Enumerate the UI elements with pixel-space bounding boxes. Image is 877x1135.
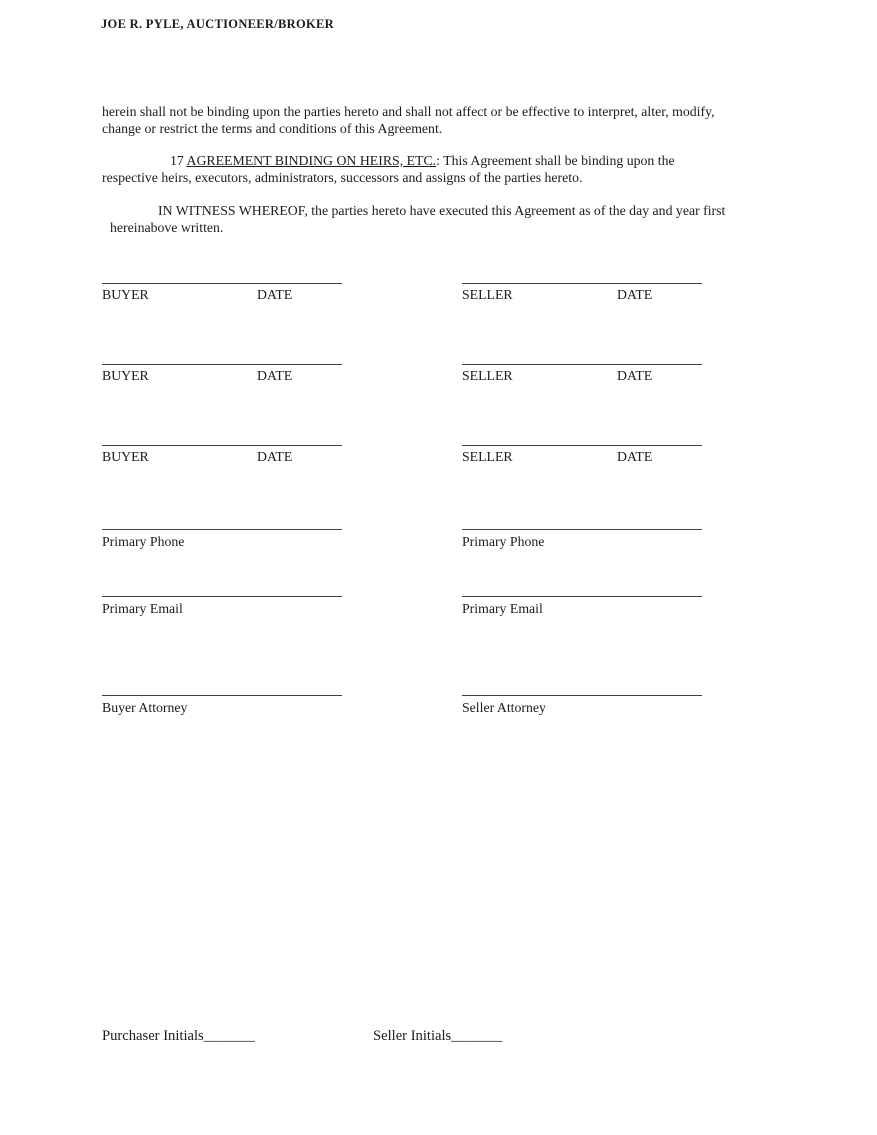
seller-initials [373, 1028, 502, 1045]
paragraph-clause-17 [102, 153, 764, 186]
seller-email-block [462, 596, 702, 617]
paragraph-witness [102, 203, 764, 236]
buyer-label: BUYER [102, 368, 149, 383]
paragraph-line: IN WITNESS WHEREOF, the parties hereto have executed this Agreement as of the day and year first [158, 203, 726, 218]
seller-initials-label: Seller Initials [373, 1028, 452, 1044]
seller-signature-line[interactable] [462, 364, 702, 365]
buyer-signature-line[interactable] [102, 364, 342, 365]
paragraph-line [102, 153, 764, 170]
date-label: DATE [617, 368, 653, 383]
date-label: DATE [257, 287, 293, 302]
buyer-attorney-block [102, 695, 342, 716]
buyer-signature-line[interactable] [102, 445, 342, 446]
clause-heading: AGREEMENT BINDING ON HEIRS, ETC. [186, 153, 437, 168]
seller-signature-block [462, 283, 702, 304]
primary-phone-label: Primary Phone [102, 534, 185, 549]
date-label: DATE [257, 368, 293, 383]
purchaser-initials-label: Purchaser Initials [102, 1028, 204, 1044]
letterhead: JOE R. PYLE, AUCTIONEER/BROKER [101, 17, 334, 31]
signature-labels [102, 287, 342, 304]
seller-attorney-label: Seller Attorney [462, 700, 546, 715]
signature-labels [462, 287, 702, 304]
date-label: DATE [617, 449, 653, 464]
purchaser-initials-blank[interactable]: _______ [203, 1028, 255, 1044]
buyer-email-line[interactable] [102, 596, 342, 597]
buyer-attorney-line[interactable] [102, 695, 342, 696]
paragraph-line: hereinabove written. [110, 219, 224, 235]
seller-signature-block [462, 445, 702, 466]
primary-email-label: Primary Email [102, 601, 183, 616]
paragraph-line: respective heirs, executors, administrators, successors and assigns of the parties hereto. [102, 169, 583, 185]
date-label: DATE [257, 449, 293, 464]
seller-initials-blank[interactable]: _______ [451, 1028, 503, 1044]
signature-labels [462, 449, 702, 466]
buyer-signature-block [102, 283, 342, 304]
signature-labels [102, 368, 342, 385]
date-label: DATE [617, 287, 653, 302]
signature-labels [102, 449, 342, 466]
seller-signature-line[interactable] [462, 283, 702, 284]
seller-attorney-line[interactable] [462, 695, 702, 696]
buyer-email-block [102, 596, 342, 617]
seller-attorney-block [462, 695, 702, 716]
paragraph-line: herein shall not be binding upon the parties hereto and shall not affect or be effective to interpret, alter, modify, [102, 104, 715, 119]
primary-email-label: Primary Email [462, 601, 543, 616]
buyer-signature-line[interactable] [102, 283, 342, 284]
buyer-phone-block [102, 529, 342, 550]
paragraph-continuation [102, 104, 764, 137]
clause-text: : This Agreement shall be binding upon the [436, 153, 675, 168]
paragraph-line: change or restrict the terms and conditions of this Agreement. [102, 120, 443, 136]
buyer-signature-block [102, 364, 342, 385]
seller-signature-block [462, 364, 702, 385]
seller-signature-line[interactable] [462, 445, 702, 446]
clause-number: 17 [170, 153, 187, 168]
seller-phone-block [462, 529, 702, 550]
buyer-attorney-label: Buyer Attorney [102, 700, 188, 715]
seller-label: SELLER [462, 287, 513, 302]
buyer-phone-line[interactable] [102, 529, 342, 530]
buyer-signature-block [102, 445, 342, 466]
signature-labels [462, 368, 702, 385]
buyer-label: BUYER [102, 287, 149, 302]
seller-label: SELLER [462, 368, 513, 383]
buyer-label: BUYER [102, 449, 149, 464]
purchaser-initials [102, 1028, 255, 1045]
seller-phone-line[interactable] [462, 529, 702, 530]
seller-label: SELLER [462, 449, 513, 464]
primary-phone-label: Primary Phone [462, 534, 545, 549]
seller-email-line[interactable] [462, 596, 702, 597]
